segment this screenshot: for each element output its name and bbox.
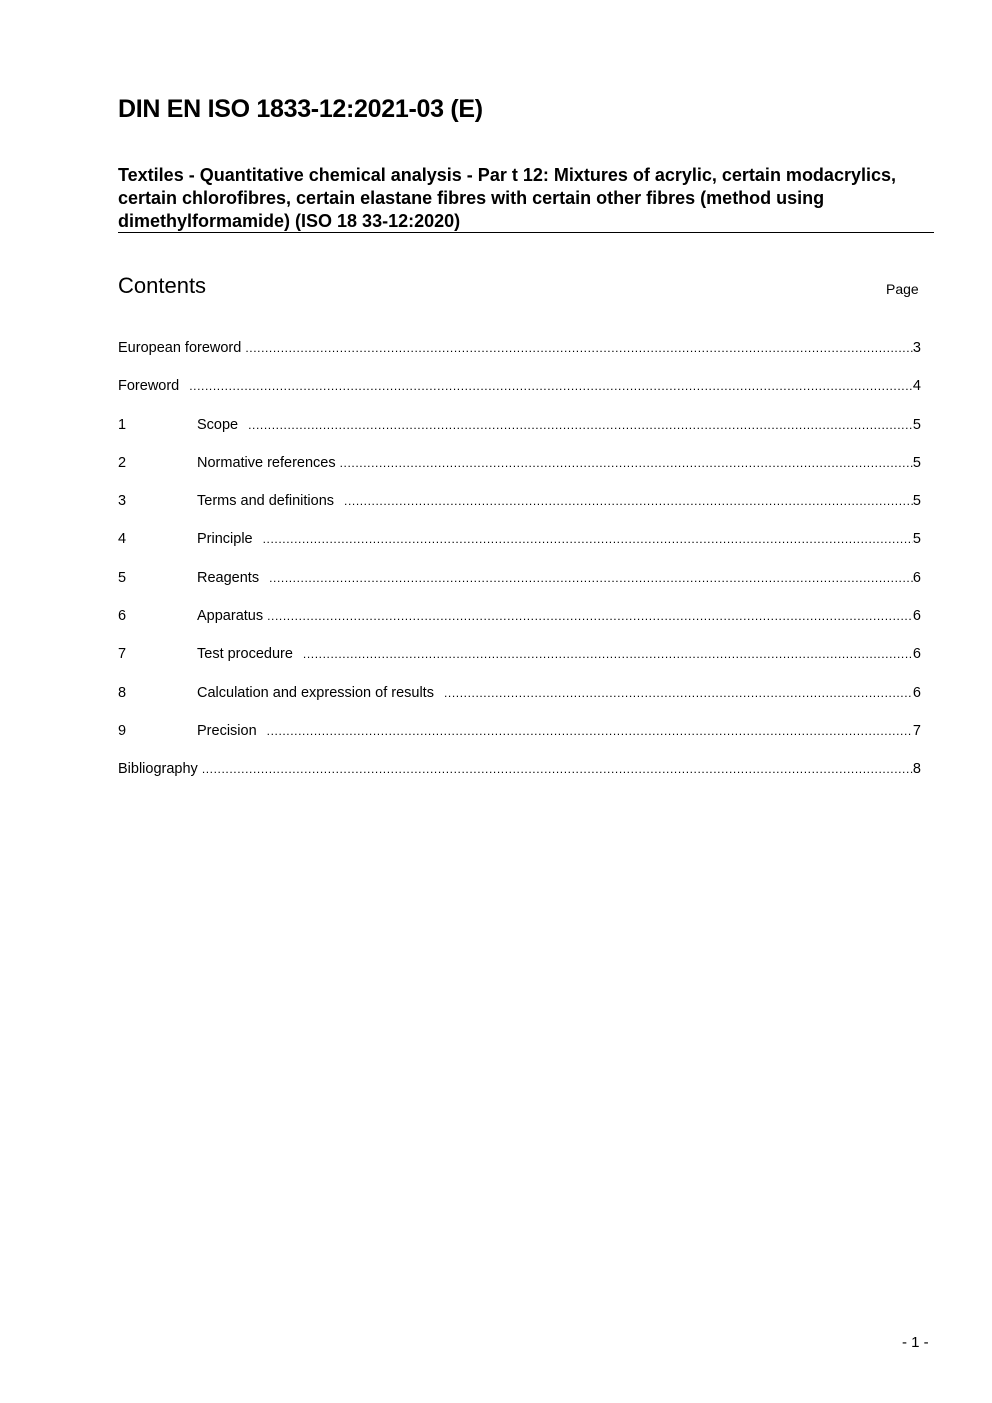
toc-leader-dots bbox=[340, 453, 913, 473]
toc-entry-label: Scope bbox=[197, 416, 239, 433]
toc-leader-dots bbox=[189, 376, 913, 396]
document-title: DIN EN ISO 1833-12:2021-03 (E) bbox=[118, 95, 483, 123]
toc-leader-dots bbox=[263, 529, 913, 549]
toc-entry-page: 5 bbox=[912, 454, 921, 471]
toc-entry-label: Terms and definitions bbox=[197, 493, 335, 510]
toc-entry-label: European foreword bbox=[118, 340, 242, 356]
toc-entry-scope[interactable] bbox=[118, 415, 921, 453]
toc-entry-reagents[interactable] bbox=[118, 568, 921, 606]
toc-entry-label: Precision bbox=[197, 722, 257, 739]
toc-entry-page: 6 bbox=[912, 646, 921, 663]
toc-entry-precision[interactable] bbox=[118, 721, 921, 759]
toc-entry-page: 6 bbox=[912, 684, 921, 701]
toc-leader-dots bbox=[269, 568, 913, 588]
toc-entry-label: Normative references bbox=[197, 454, 336, 471]
toc-entry-label: Foreword bbox=[118, 378, 180, 395]
toc-entry-number: 2 bbox=[118, 454, 127, 471]
toc-entry-number: 4 bbox=[118, 531, 127, 548]
toc-leader-dots bbox=[202, 759, 913, 779]
toc-entry-european-foreword[interactable] bbox=[118, 338, 921, 376]
toc-entry-page: 4 bbox=[912, 378, 921, 395]
toc-leader-dots bbox=[267, 606, 913, 626]
toc-entry-page: 7 bbox=[912, 722, 921, 739]
toc-entry-page: 3 bbox=[912, 340, 921, 356]
toc-entry-number: 7 bbox=[118, 646, 127, 663]
document-subtitle: Textiles - Quantitative chemical analysis - Par t 12: Mixtures of acrylic, certain modacrylics, certain chlorofibres, certain elastane fibres with certain other fibres (method using dimethylformamide) (ISO 18 33-12:2020) bbox=[118, 165, 896, 231]
contents-heading: Contents bbox=[118, 273, 207, 298]
toc-entry-label: Apparatus bbox=[197, 608, 264, 625]
toc-entry-normative-references[interactable] bbox=[118, 453, 921, 491]
title-divider bbox=[118, 232, 934, 233]
toc-entry-label: Principle bbox=[197, 531, 253, 548]
toc-entry-number: 3 bbox=[118, 493, 127, 510]
toc-leader-dots bbox=[248, 415, 913, 435]
toc-leader-dots bbox=[303, 644, 913, 664]
toc-entry-page: 6 bbox=[912, 608, 921, 625]
toc-entry-page: 5 bbox=[912, 531, 921, 548]
table-of-contents bbox=[118, 338, 921, 798]
toc-entry-test-procedure[interactable] bbox=[118, 644, 921, 682]
toc-entry-principle[interactable] bbox=[118, 529, 921, 567]
toc-entry-page: 5 bbox=[912, 493, 921, 510]
toc-entry-label: Test procedure bbox=[197, 646, 293, 663]
page-number: - 1 - bbox=[902, 1334, 929, 1351]
toc-leader-dots bbox=[267, 721, 913, 741]
toc-entry-number: 5 bbox=[118, 569, 127, 586]
toc-entry-label: Bibliography bbox=[118, 761, 198, 778]
toc-entry-label: Calculation and expression of results bbox=[197, 684, 434, 701]
toc-entry-foreword[interactable] bbox=[118, 376, 921, 414]
page-column-label: Page bbox=[886, 281, 919, 297]
toc-entry-page: 5 bbox=[912, 416, 921, 433]
toc-leader-dots bbox=[245, 338, 913, 358]
toc-entry-terms-and-definitions[interactable] bbox=[118, 491, 921, 529]
toc-entry-page: 6 bbox=[912, 569, 921, 586]
toc-entry-page: 8 bbox=[912, 761, 921, 778]
toc-entry-label: Reagents bbox=[197, 569, 260, 586]
toc-entry-number: 1 bbox=[118, 416, 127, 433]
toc-leader-dots bbox=[444, 683, 913, 703]
toc-leader-dots bbox=[344, 491, 913, 511]
toc-entry-number: 8 bbox=[118, 684, 127, 701]
toc-entry-number: 6 bbox=[118, 608, 127, 625]
toc-entry-calculation-and-expression-of-results[interactable] bbox=[118, 683, 921, 721]
toc-entry-bibliography[interactable] bbox=[118, 759, 921, 797]
toc-entry-apparatus[interactable] bbox=[118, 606, 921, 644]
toc-entry-number: 9 bbox=[118, 722, 127, 739]
